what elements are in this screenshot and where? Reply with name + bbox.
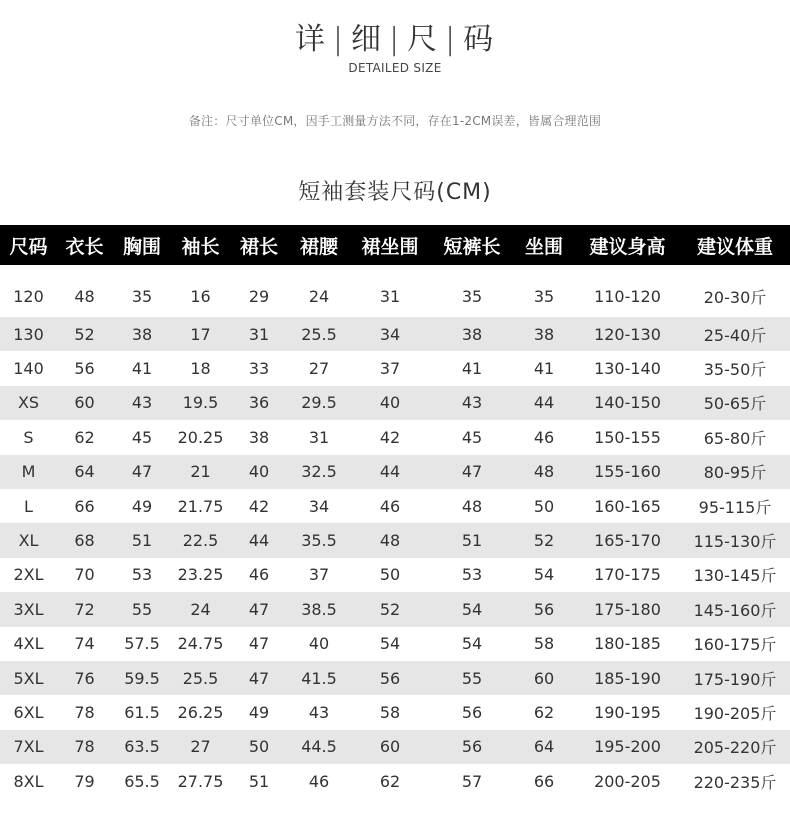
table-cell: 62: [74, 427, 95, 447]
table-cell: 49: [248, 702, 270, 722]
table-cell: 27.75: [177, 771, 224, 791]
table-cell: 62: [379, 771, 401, 791]
table-row: [0, 592, 790, 626]
table-row: [0, 695, 790, 729]
table-cell: 62: [533, 702, 555, 722]
table-cell: 38: [431, 317, 513, 351]
table-cell: 29.5: [289, 386, 349, 420]
table-cell: 56: [461, 702, 483, 722]
table-row: [0, 661, 790, 695]
table-cell: 18: [190, 359, 211, 379]
table-cell: 190-195: [594, 702, 661, 722]
table-cell: 20.25: [177, 427, 224, 447]
table-cell: 200-205: [594, 771, 661, 791]
table-cell: 34: [349, 317, 431, 351]
table-cell: 52: [513, 523, 575, 557]
title-char: 码: [463, 22, 496, 57]
table-cell: 19.5: [172, 386, 229, 420]
column-header: 尺码: [0, 225, 57, 265]
table-cell: L: [24, 496, 33, 516]
table-cell: 58: [533, 634, 555, 654]
table-cell: 41.5: [289, 661, 349, 695]
table-cell: 180-185: [594, 634, 661, 654]
table-cell: 54: [379, 634, 401, 654]
table-cell: 40: [229, 455, 289, 489]
table-row: [0, 265, 790, 317]
column-header: 坐围: [513, 225, 575, 265]
table-cell: 64: [57, 455, 112, 489]
column-header: 衣长: [57, 225, 112, 265]
table-cell: 46: [308, 771, 330, 791]
table-cell: 145-160斤: [680, 592, 790, 626]
table-cell: 29: [248, 286, 270, 306]
table-cell: 47: [229, 661, 289, 695]
table-cell: 65.5: [124, 771, 160, 791]
table-cell: 54: [431, 592, 513, 626]
table-cell: 78: [74, 702, 95, 722]
table-cell: 40: [308, 634, 330, 654]
table-cell: 95-115斤: [698, 497, 772, 517]
table-cell: 42: [379, 427, 401, 447]
table-cell: 49: [131, 496, 153, 516]
table-cell: 48: [513, 455, 575, 489]
table-cell: 32.5: [289, 455, 349, 489]
table-cell: 54: [533, 565, 555, 585]
table-cell: 70: [74, 565, 95, 585]
title-separator: |: [332, 22, 345, 57]
table-cell: 24: [308, 286, 330, 306]
table-cell: 74: [74, 634, 95, 654]
table-cell: 31: [229, 317, 289, 351]
table-cell: 37: [379, 359, 401, 379]
table-cell: 3XL: [0, 592, 57, 626]
table-row: [0, 351, 790, 385]
table-cell: 52: [349, 592, 431, 626]
table-row: [0, 523, 790, 557]
table-cell: 4XL: [13, 634, 44, 654]
table-cell: 110-120: [594, 286, 661, 306]
size-table: [0, 225, 790, 798]
table-cell: 50: [229, 730, 289, 764]
table-row: [0, 730, 790, 764]
table-cell: 21.75: [177, 496, 224, 516]
table-cell: 47: [248, 634, 270, 654]
table-cell: 140: [13, 359, 44, 379]
table-row: [0, 764, 790, 798]
table-cell: 52: [57, 317, 112, 351]
table-cell: 50-65斤: [680, 386, 790, 420]
table-cell: 115-130斤: [680, 523, 790, 557]
table-cell: 51: [431, 523, 513, 557]
table-cell: 21: [172, 455, 229, 489]
table-cell: 16: [190, 286, 211, 306]
table-cell: 51: [248, 771, 270, 791]
table-cell: 46: [379, 496, 401, 516]
table-cell: 36: [229, 386, 289, 420]
table-cell: 65-80斤: [703, 428, 767, 448]
table-cell: 80-95斤: [680, 455, 790, 489]
table-row: [0, 627, 790, 661]
table-cell: 130-140: [594, 359, 661, 379]
table-cell: 66: [533, 771, 555, 791]
table-cell: 35-50斤: [703, 360, 767, 380]
table-cell: 44: [513, 386, 575, 420]
table-cell: 175-180: [575, 592, 680, 626]
table-cell: 140-150: [575, 386, 680, 420]
column-header: 袖长: [172, 225, 229, 265]
table-cell: 44: [229, 523, 289, 557]
column-header: 建议体重: [680, 225, 790, 265]
table-cell: 56: [349, 661, 431, 695]
table-cell: 45: [461, 427, 483, 447]
table-cell: 41: [461, 359, 483, 379]
table-cell: 48: [461, 496, 483, 516]
table-cell: 38: [248, 427, 270, 447]
column-header: 裙长: [229, 225, 289, 265]
table-cell: 120: [13, 286, 44, 306]
table-cell: XS: [0, 386, 57, 420]
table-cell: 44.5: [289, 730, 349, 764]
subtitle: DETAILED SIZE: [348, 61, 442, 75]
title-char: 细: [350, 22, 383, 57]
table-cell: 53: [131, 565, 153, 585]
table-cell: 195-200: [575, 730, 680, 764]
table-cell: 78: [57, 730, 112, 764]
table-row: [0, 558, 790, 592]
table-cell: 25.5: [172, 661, 229, 695]
table-cell: 41: [533, 359, 555, 379]
table-row: [0, 386, 790, 420]
table-cell: 31: [379, 286, 401, 306]
table-cell: 37: [308, 565, 330, 585]
table-cell: 7XL: [0, 730, 57, 764]
table-cell: 170-175: [594, 565, 661, 585]
table-cell: 6XL: [13, 702, 44, 722]
table-cell: 43: [431, 386, 513, 420]
column-header: 裙腰: [289, 225, 349, 265]
table-row: [0, 455, 790, 489]
table-cell: 45: [131, 427, 153, 447]
table-cell: 160-165: [594, 496, 661, 516]
table-cell: 24: [172, 592, 229, 626]
table-cell: 35: [461, 286, 483, 306]
table-cell: 44: [349, 455, 431, 489]
table-cell: 42: [248, 496, 270, 516]
table-cell: 150-155: [594, 427, 661, 447]
table-cell: M: [0, 455, 57, 489]
table-cell: 25.5: [289, 317, 349, 351]
table-cell: 47: [112, 455, 172, 489]
table-cell: 57.5: [124, 634, 160, 654]
table-cell: 48: [74, 286, 95, 306]
page-title: [0, 14, 790, 58]
table-cell: 56: [431, 730, 513, 764]
table-cell: 22.5: [172, 523, 229, 557]
table-row: [0, 317, 790, 351]
table-cell: 38: [513, 317, 575, 351]
table-cell: 55: [431, 661, 513, 695]
table-cell: 23.25: [177, 565, 224, 585]
table-row: [0, 420, 790, 454]
table-cell: 66: [74, 496, 95, 516]
table-cell: 27: [308, 359, 330, 379]
title-separator: |: [445, 22, 458, 57]
column-header: 短裤长: [431, 225, 513, 265]
table-cell: 120-130: [575, 317, 680, 351]
table-cell: 35: [533, 286, 555, 306]
table-cell: 56: [513, 592, 575, 626]
table-cell: 160-175斤: [693, 635, 777, 655]
table-cell: 35.5: [289, 523, 349, 557]
title-char: 尺: [407, 22, 440, 57]
table-cell: 79: [74, 771, 95, 791]
table-cell: 41: [131, 359, 153, 379]
table-cell: 33: [248, 359, 270, 379]
table-cell: 60: [513, 661, 575, 695]
table-cell: 54: [461, 634, 483, 654]
table-cell: 46: [533, 427, 555, 447]
table-cell: 50: [379, 565, 401, 585]
table-cell: 220-235斤: [693, 772, 777, 792]
table-cell: 20-30斤: [703, 287, 767, 307]
table-cell: 5XL: [0, 661, 57, 695]
table-cell: XL: [0, 523, 57, 557]
table-cell: 27: [172, 730, 229, 764]
table-cell: 48: [349, 523, 431, 557]
table-cell: 76: [57, 661, 112, 695]
table-cell: 24.75: [177, 634, 224, 654]
table-cell: 130: [0, 317, 57, 351]
table-cell: 60: [57, 386, 112, 420]
table-title: 短袖套装尺码(CM): [298, 180, 492, 205]
table-cell: 60: [349, 730, 431, 764]
table-cell: 17: [172, 317, 229, 351]
table-cell: 34: [308, 496, 330, 516]
table-row: [0, 489, 790, 523]
column-header: 胸围: [112, 225, 172, 265]
table-cell: 50: [533, 496, 555, 516]
table-cell: 130-145斤: [693, 566, 777, 586]
column-header: 裙坐围: [349, 225, 431, 265]
table-cell: 185-190: [575, 661, 680, 695]
table-cell: 25-40斤: [680, 317, 790, 351]
title-char: 详: [294, 22, 327, 57]
table-cell: 165-170: [575, 523, 680, 557]
table-cell: 57: [461, 771, 483, 791]
column-header: 建议身高: [575, 225, 680, 265]
table-cell: 8XL: [13, 771, 44, 791]
table-cell: 61.5: [124, 702, 160, 722]
table-cell: 51: [112, 523, 172, 557]
table-cell: S: [23, 427, 34, 447]
title-separator: |: [388, 22, 402, 57]
table-cell: 38: [112, 317, 172, 351]
table-cell: 68: [57, 523, 112, 557]
table-cell: 63.5: [112, 730, 172, 764]
table-cell: 59.5: [112, 661, 172, 695]
table-cell: 56: [74, 359, 95, 379]
table-cell: 53: [461, 565, 483, 585]
table-cell: 205-220斤: [680, 730, 790, 764]
table-cell: 40: [349, 386, 431, 420]
table-cell: 47: [431, 455, 513, 489]
table-cell: 175-190斤: [680, 661, 790, 695]
table-cell: 72: [57, 592, 112, 626]
table-cell: 43: [112, 386, 172, 420]
table-cell: 46: [248, 565, 270, 585]
table-cell: 64: [513, 730, 575, 764]
table-cell: 35: [131, 286, 153, 306]
table-cell: 190-205斤: [693, 703, 777, 723]
table-cell: 55: [112, 592, 172, 626]
header-row: [0, 225, 790, 265]
table-cell: 26.25: [177, 702, 224, 722]
table-cell: 2XL: [13, 565, 44, 585]
table-cell: 43: [308, 702, 330, 722]
table-cell: 47: [229, 592, 289, 626]
table-cell: 58: [379, 702, 401, 722]
table-cell: 31: [308, 427, 330, 447]
table-cell: 38.5: [289, 592, 349, 626]
table-cell: 155-160: [575, 455, 680, 489]
measurement-note: 备注：尺寸单位CM，因手工测量方法不同，存在1-2CM误差，皆属合理范围: [188, 114, 602, 128]
